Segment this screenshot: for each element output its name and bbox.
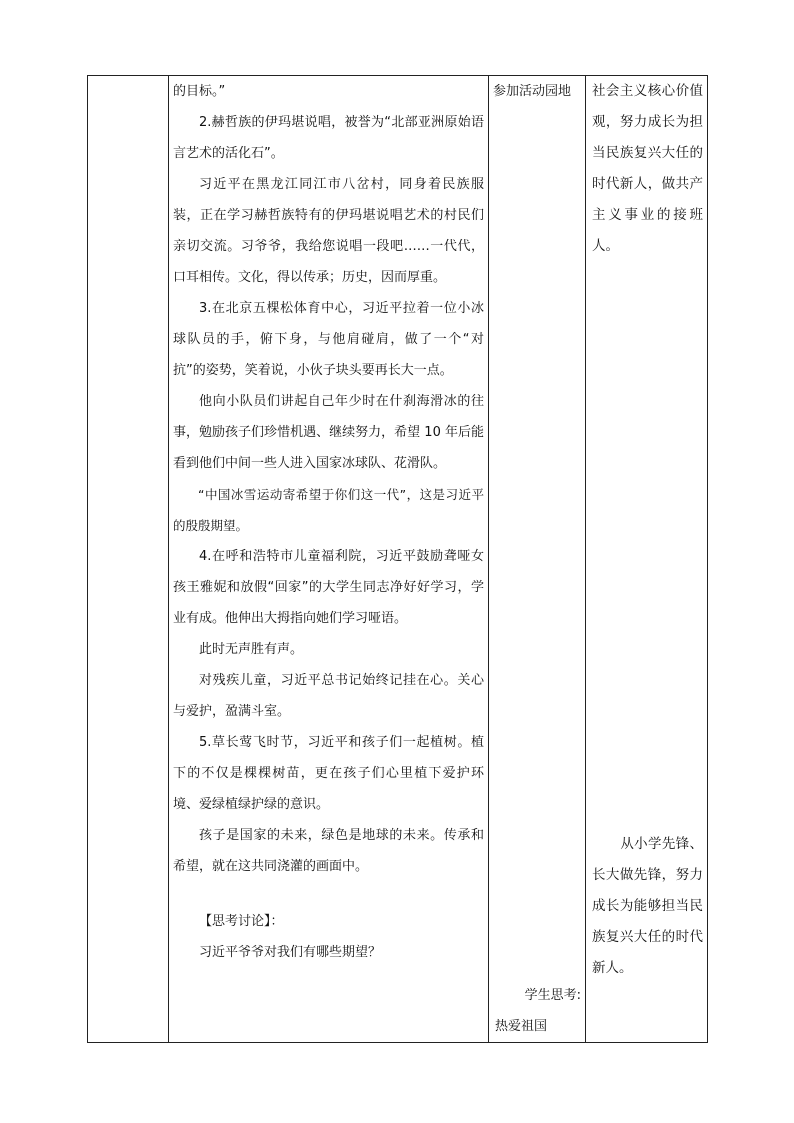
paragraph-ice-snow-hope: “中国冰雪运动寄希望于你们这一代”，这是习近平的殷殷期望。 [173,487,484,533]
paragraph-ice-hockey: 3.在北京五棵松体育中心，习近平拉着一位小冰球队员的手，俯下身，与他肩碰肩，做了一个“对抗”的姿势，笑着说，小伙子块头要再长大一点。 [173,301,484,378]
paragraph-disabled-children: 对残疾儿童，习近平总书记始终记挂在心。关心与爱护，盈满斗室。 [173,673,484,719]
activity-garden-label: 参加活动园地 [493,84,572,99]
lesson-table [87,75,708,1043]
intent-lower-text: 从小学先锋、长大做先锋，努力成长为能够担当民族复兴大任的时代新人。 [592,836,703,976]
paragraph-tree-planting: 5.草长莺飞时节，习近平和孩子们一起植树。植下的不仅是棵棵树苗，更在孩子们心里植下爱护环境、爱绿植绿护绿的意识。 [173,735,484,812]
table-row [88,76,708,1043]
paragraph-goal-end: 的目标。” [173,84,226,99]
paragraph-imakan: 2.赫哲族的伊玛堪说唱，被誉为“北部亚洲原始语言艺术的活化石”。 [173,115,484,161]
spacer [173,882,484,906]
teaching-content-cell [169,76,489,1043]
discussion-heading: 【思考讨论】： [199,914,284,929]
student-activity-cell [489,76,586,1043]
paragraph-welfare-home: 4.在呼和浩特市儿童福利院，习近平鼓励聋哑女孩王雅妮和放假“回家”的大学生同志净好好学习，学业有成。他伸出大拇指向她们学习哑语。 [173,549,484,626]
intent-upper-text: 社会主义核心价值观，努力成长为担当民族复兴大任的时代新人，做共产主义事业的接班人。 [592,83,703,254]
paragraph-bachacun: 习近平在黑龙江同江市八岔村，同身着民族服装，正在学习赫哲族特有的伊玛堪说唱艺术的村民们亲切交流。习爷爷，我给您说唱一段吧……一代代，口耳相传。文化，得以传承；历史，因而厚重。 [173,177,484,285]
paragraph-skating-story: 他向小队员们讲起自己年少时在什刹海滑冰的往事，勉励孩子们珍惜机遇、继续努力，希望 10 年后能看到他们中间一些人进入国家冰球队、花滑队。 [173,394,484,471]
paragraph-future: 孩子是国家的未来，绿色是地球的未来。传承和希望，就在这共同浇灌的画面中。 [173,828,484,874]
empty-first-column [88,76,169,1043]
discussion-question: 习近平爷爷对我们有哪些期望？ [199,945,382,960]
paragraph-silence: 此时无声胜有声。 [199,642,304,657]
design-intent-cell [586,76,708,1043]
student-think-label: 学生思考: [524,988,581,1003]
love-country-label: 热爱祖国 [495,1019,548,1034]
student-activity-bottom [495,980,581,1042]
intent-lower-block [592,829,703,984]
